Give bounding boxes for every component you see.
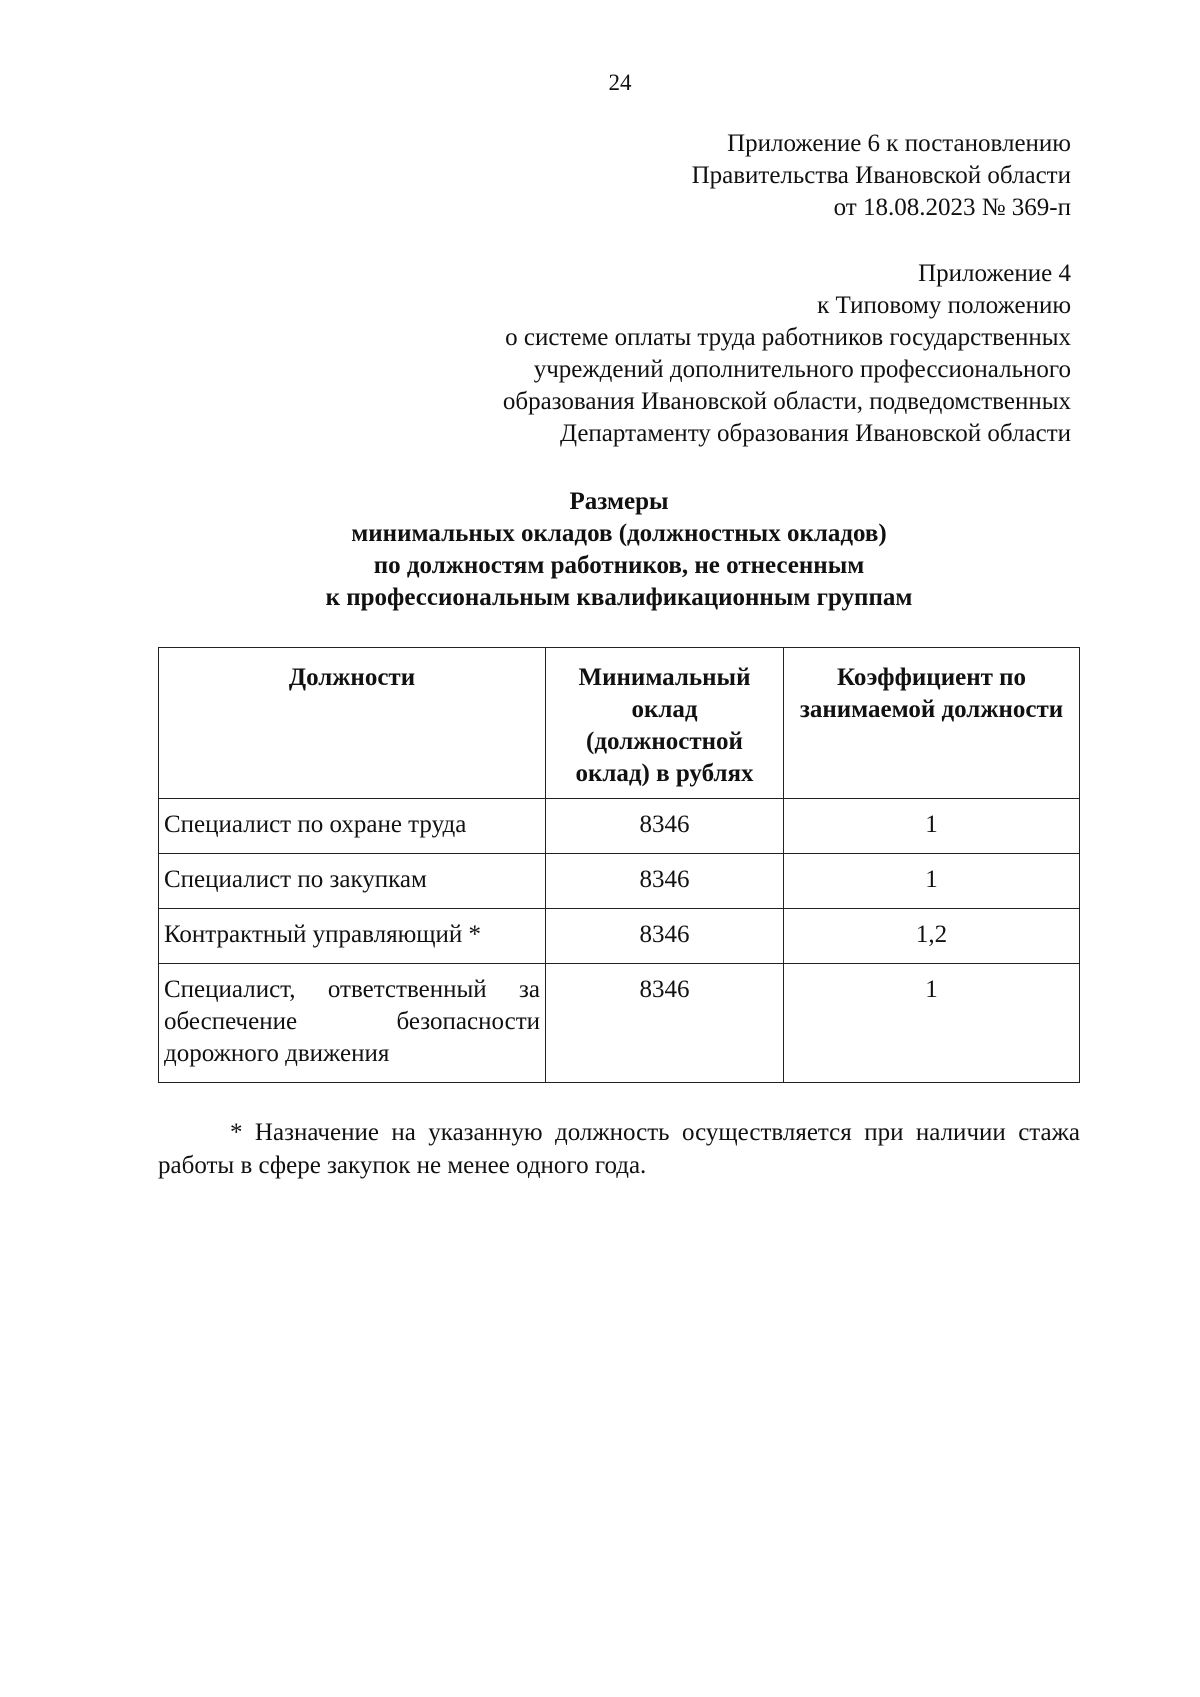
annex-4-line: Департаменту образования Ивановской области	[559, 420, 1071, 447]
position-cell: Специалист по охране труда	[159, 799, 546, 854]
annex-6-line: от 18.08.2023 № 369-п	[833, 194, 1071, 221]
annex-4-line: к Типовому положению	[817, 292, 1071, 319]
title-line: по должностям работников, не отнесенным	[373, 552, 865, 579]
title-line: к профессиональным квалификационным группам	[325, 584, 913, 611]
coefficient-cell: 1	[784, 854, 1080, 909]
table-row	[159, 964, 1080, 1083]
salary-cell: 8346	[546, 909, 784, 964]
header-coefficient: Коэффициент по занимаемой должности	[784, 648, 1080, 799]
coefficient-cell: 1	[784, 964, 1080, 1083]
annex-4-line: Приложение 4	[918, 260, 1071, 287]
position-cell: Специалист, ответственный за обеспечение безопасности дорожного движения	[159, 964, 546, 1083]
coefficient-cell: 1	[784, 799, 1080, 854]
title-line: минимальных окладов (должностных окладов)	[351, 520, 887, 547]
header-min-salary: Минимальный оклад (должностной оклад) в рублях	[546, 648, 784, 799]
table-row	[159, 909, 1080, 964]
page-number: 24	[608, 70, 632, 95]
salary-cell: 8346	[546, 854, 784, 909]
annex-4-reference	[503, 258, 1071, 450]
annex-4-line: учреждений дополнительного профессионального	[533, 356, 1071, 383]
coefficient-cell: 1,2	[784, 909, 1080, 964]
annex-6-reference	[692, 128, 1071, 224]
salary-table	[158, 647, 1080, 1083]
table-row	[159, 799, 1080, 854]
annex-4-line: о системе оплаты труда работников государственных	[505, 324, 1071, 351]
salary-cell: 8346	[546, 799, 784, 854]
position-cell: Специалист по закупкам	[159, 854, 546, 909]
table-row	[159, 854, 1080, 909]
header-positions: Должности	[159, 648, 546, 799]
position-cell: Контрактный управляющий *	[159, 909, 546, 964]
title-line: Размеры	[569, 488, 669, 515]
footnote: * Назначение на указанную должность осуществляется при наличии стажа работы в сфере закупок не менее одного года.	[158, 1119, 1080, 1179]
annex-6-line: Приложение 6 к постановлению	[727, 130, 1071, 157]
annex-4-line: образования Ивановской области, подведомственных	[502, 388, 1071, 415]
document-title	[158, 486, 1080, 614]
annex-6-line: Правительства Ивановской области	[691, 162, 1071, 189]
table-header-row	[159, 648, 1080, 799]
salary-cell: 8346	[546, 964, 784, 1083]
